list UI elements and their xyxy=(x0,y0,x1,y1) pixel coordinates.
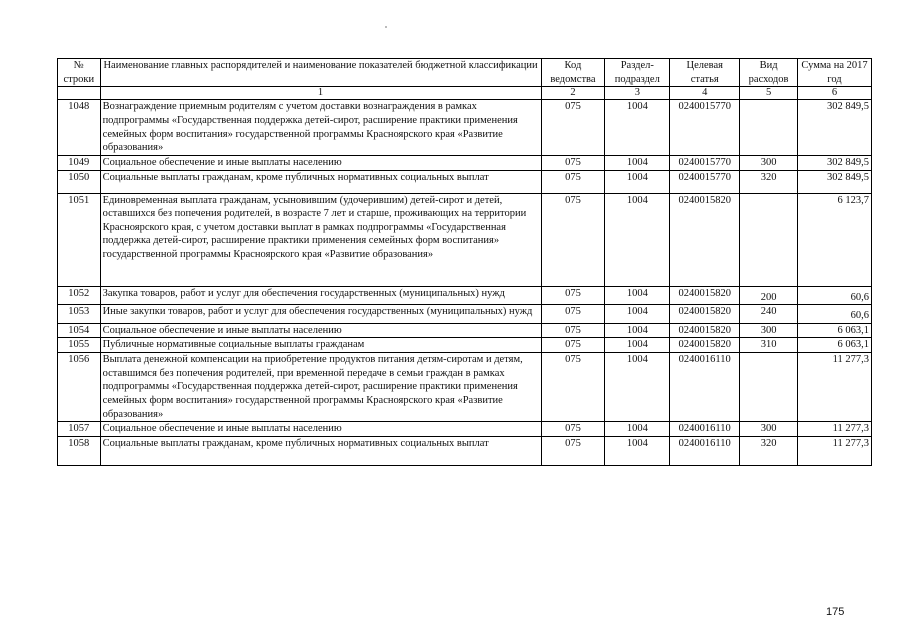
column-numbers-row xyxy=(58,87,872,100)
row-name: Публичные нормативные социальные выплаты гражданам xyxy=(100,338,541,353)
table-row xyxy=(58,286,872,305)
row-target-article: 0240016110 xyxy=(670,353,740,422)
table-row xyxy=(58,436,872,465)
table-row xyxy=(58,323,872,338)
column-number: 4 xyxy=(670,87,740,100)
row-target-article: 0240015820 xyxy=(670,193,740,286)
row-name: Социальное обеспечение и иные выплаты населению xyxy=(100,155,541,170)
row-expense-kind xyxy=(740,353,798,422)
row-target-article: 0240016110 xyxy=(670,422,740,437)
header-sum: Сумма на 2017 год xyxy=(797,59,871,87)
row-sum: 6 123,7 xyxy=(797,193,871,286)
row-dept-code: 075 xyxy=(541,436,605,465)
table-row xyxy=(58,305,872,324)
header-target-article: Целевая статья xyxy=(670,59,740,87)
header-name: Наименование главных распорядителей и наименование показателей бюджетной классификации xyxy=(100,59,541,87)
row-section: 1004 xyxy=(605,286,670,305)
table-body xyxy=(58,100,872,466)
row-sum: 11 277,3 xyxy=(797,422,871,437)
row-expense-kind xyxy=(740,193,798,286)
row-expense-kind: 300 xyxy=(740,422,798,437)
row-name: Иные закупки товаров, работ и услуг для обеспечения государственных (муниципальных) нужд xyxy=(100,305,541,324)
header-section: Раздел-подраздел xyxy=(605,59,670,87)
row-name: Социальные выплаты гражданам, кроме публичных нормативных социальных выплат xyxy=(100,170,541,193)
row-name: Социальное обеспечение и иные выплаты населению xyxy=(100,422,541,437)
row-section: 1004 xyxy=(605,353,670,422)
row-sum: 302 849,5 xyxy=(797,100,871,156)
row-number: 1053 xyxy=(58,305,101,324)
row-dept-code: 075 xyxy=(541,100,605,156)
row-name: Закупка товаров, работ и услуг для обеспечения государственных (муниципальных) нужд xyxy=(100,286,541,305)
row-number: 1048 xyxy=(58,100,101,156)
row-dept-code: 075 xyxy=(541,422,605,437)
row-dept-code: 075 xyxy=(541,286,605,305)
table-row xyxy=(58,338,872,353)
row-section: 1004 xyxy=(605,422,670,437)
row-target-article: 0240016110 xyxy=(670,436,740,465)
row-target-article: 0240015820 xyxy=(670,338,740,353)
row-expense-kind xyxy=(740,100,798,156)
row-number: 1051 xyxy=(58,193,101,286)
row-dept-code: 075 xyxy=(541,323,605,338)
row-number: 1052 xyxy=(58,286,101,305)
row-number: 1054 xyxy=(58,323,101,338)
table-row xyxy=(58,170,872,193)
row-expense-kind: 300 xyxy=(740,323,798,338)
header-expense-kind: Вид расходов xyxy=(740,59,798,87)
row-section: 1004 xyxy=(605,305,670,324)
row-sum: 60,6 xyxy=(797,305,871,324)
row-target-article: 0240015770 xyxy=(670,155,740,170)
column-number xyxy=(58,87,101,100)
row-sum: 60,6 xyxy=(797,286,871,305)
column-number: 5 xyxy=(740,87,798,100)
row-target-article: 0240015820 xyxy=(670,305,740,324)
row-target-article: 0240015770 xyxy=(670,100,740,156)
row-target-article: 0240015770 xyxy=(670,170,740,193)
row-target-article: 0240015820 xyxy=(670,323,740,338)
column-number: 3 xyxy=(605,87,670,100)
row-expense-kind: 320 xyxy=(740,436,798,465)
table-row xyxy=(58,193,872,286)
row-dept-code: 075 xyxy=(541,353,605,422)
row-sum: 302 849,5 xyxy=(797,155,871,170)
row-expense-kind: 300 xyxy=(740,155,798,170)
row-name: Вознаграждение приемным родителям с учетом доставки вознаграждения в рамках подпрограммы «Государственная поддержка детей-сирот, расширение практики применения семейных форм воспитания» государственной программы Красноярского края «Развитие образования» xyxy=(100,100,541,156)
row-section: 1004 xyxy=(605,436,670,465)
row-section: 1004 xyxy=(605,170,670,193)
row-section: 1004 xyxy=(605,155,670,170)
row-dept-code: 075 xyxy=(541,338,605,353)
row-dept-code: 075 xyxy=(541,193,605,286)
row-number: 1056 xyxy=(58,353,101,422)
row-target-article: 0240015820 xyxy=(670,286,740,305)
row-section: 1004 xyxy=(605,100,670,156)
row-sum: 302 849,5 xyxy=(797,170,871,193)
page-number: 175 xyxy=(826,606,845,618)
table-row xyxy=(58,155,872,170)
row-number: 1050 xyxy=(58,170,101,193)
row-sum: 11 277,3 xyxy=(797,353,871,422)
header-row-no: № строки xyxy=(58,59,101,87)
row-section: 1004 xyxy=(605,323,670,338)
row-expense-kind: 320 xyxy=(740,170,798,193)
budget-table xyxy=(57,58,872,466)
table-row xyxy=(58,100,872,156)
row-expense-kind: 310 xyxy=(740,338,798,353)
row-dept-code: 075 xyxy=(541,305,605,324)
column-number: 1 xyxy=(100,87,541,100)
row-sum: 6 063,1 xyxy=(797,338,871,353)
column-number: 2 xyxy=(541,87,605,100)
row-number: 1057 xyxy=(58,422,101,437)
row-dept-code: 075 xyxy=(541,155,605,170)
table-row xyxy=(58,422,872,437)
row-section: 1004 xyxy=(605,338,670,353)
row-name: Социальное обеспечение и иные выплаты населению xyxy=(100,323,541,338)
table-row xyxy=(58,353,872,422)
row-sum: 11 277,3 xyxy=(797,436,871,465)
row-name: Социальные выплаты гражданам, кроме публичных нормативных социальных выплат xyxy=(100,436,541,465)
header-dept-code: Код ведомства xyxy=(541,59,605,87)
row-number: 1058 xyxy=(58,436,101,465)
row-name: Выплата денежной компенсации на приобретение продуктов питания детям-сиротам и детям, оставшимся без попечения родителей, при временной передаче в семьи граждан в рамках подпрограммы «Государственная поддержка детей-сирот, расширение практики применения семейных форм воспитания» государственной программы Красноярского края «Развитие образования» xyxy=(100,353,541,422)
row-number: 1049 xyxy=(58,155,101,170)
row-expense-kind: 240 xyxy=(740,305,798,324)
row-number: 1055 xyxy=(58,338,101,353)
row-section: 1004 xyxy=(605,193,670,286)
row-expense-kind: 200 xyxy=(740,286,798,305)
column-number: 6 xyxy=(797,87,871,100)
row-sum: 6 063,1 xyxy=(797,323,871,338)
scan-speck xyxy=(385,26,387,28)
row-dept-code: 075 xyxy=(541,170,605,193)
row-name: Единовременная выплата гражданам, усыновившим (удочерившим) детей-сирот и детей, оставшихся без попечения родителей, в возрасте 7 лет и старше, проживающих на территории Красноярского края, с учетом доставки выплат в рамках подпрограммы «Государственная поддержка детей-сирот, расширение практики применения семейных форм воспитания» государственной программы Красноярского края «Развитие образования» xyxy=(100,193,541,286)
table-header xyxy=(58,59,872,100)
